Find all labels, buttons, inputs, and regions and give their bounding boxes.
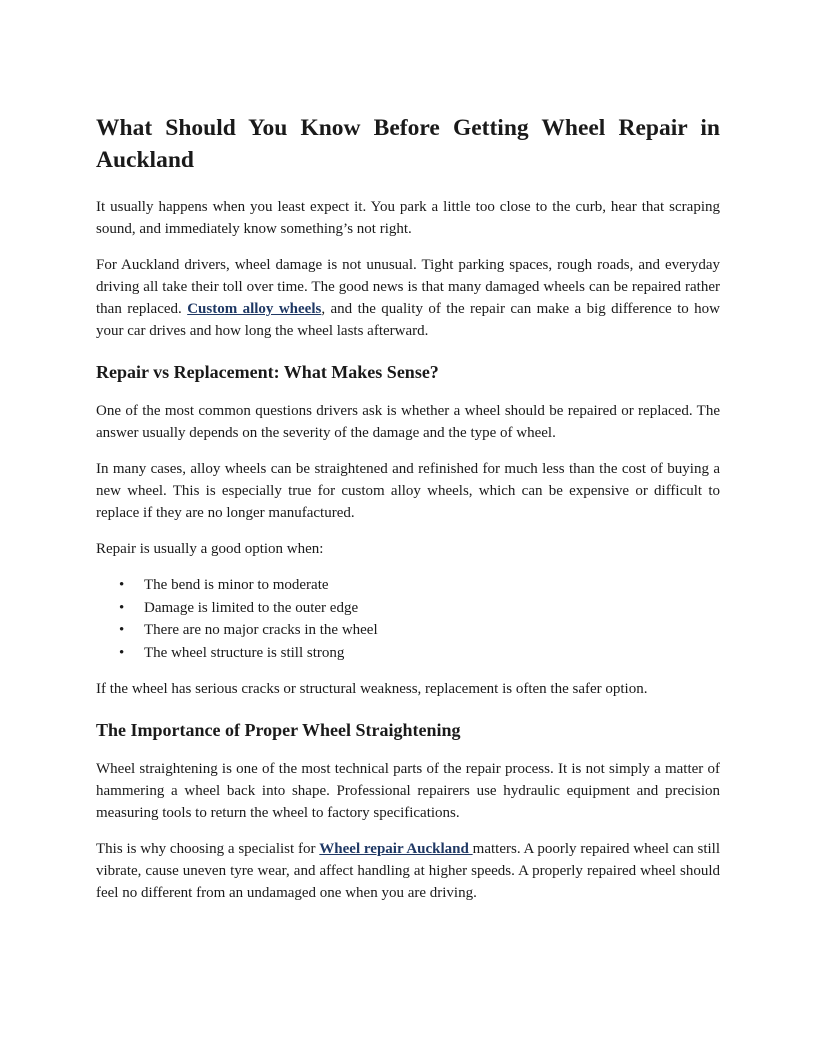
intro-paragraph-2-text-b: , and the quality of the repair can make a big difference to how your car drives and how long the wheel lasts afterward. <box>96 301 720 339</box>
list-item <box>96 642 720 665</box>
document-page <box>96 112 720 918</box>
section2-paragraph-2-text-b: matters. A poorly repaired wheel can still vibrate, cause uneven tyre wear, and affect handling at higher speeds. A properly repaired wheel should feel no different from an undamaged one when you are driving. <box>96 841 721 901</box>
list-item-text: The bend is minor to moderate <box>144 577 329 593</box>
section-heading-wheel-straightening: The Importance of Proper Wheel Straightening <box>96 720 461 740</box>
repair-conditions-list <box>96 574 720 664</box>
bullet-icon: • <box>119 622 125 638</box>
list-item <box>96 574 720 597</box>
intro-paragraph-2-text-a: For Auckland drivers, wheel damage is not unusual. Tight parking spaces, rough roads, and everyday driving all take their toll over time. The good news is that many damaged wheels can be repaired rather than replaced. <box>96 257 720 317</box>
list-item-text: Damage is limited to the outer edge <box>144 599 359 616</box>
section2-paragraph-1: Wheel straightening is one of the most technical parts of the repair process. It is not simply a matter of hammering a wheel back into shape. Professional repairers use hydraulic equipment and precision measuring tools to return the wheel to factory specifications. <box>96 761 720 821</box>
section1-paragraph-4: If the wheel has serious cracks or structural weakness, replacement is often the safer option. <box>96 681 648 697</box>
section2-paragraph-2-text-a: This is why choosing a specialist for <box>96 841 320 857</box>
intro-paragraph-1: It usually happens when you least expect it. You park a little too close to the curb, hear that scraping sound, and immediately know something’s not right. <box>96 199 720 237</box>
list-item-text: There are no major cracks in the wheel <box>144 622 378 638</box>
list-item <box>96 619 720 642</box>
section-heading-repair-vs-replacement: Repair vs Replacement: What Makes Sense? <box>96 362 439 382</box>
section1-paragraph-1: One of the most common questions drivers ask is whether a wheel should be repaired or replaced. The answer usually depends on the severity of the damage and the type of wheel. <box>96 403 720 441</box>
list-item <box>96 597 720 620</box>
list-item-text: The wheel structure is still strong <box>144 644 345 661</box>
article-title: What Should You Know Before Getting Wheel Repair in Auckland <box>96 115 720 173</box>
section1-paragraph-2: In many cases, alloy wheels can be straightened and refinished for much less than the cost of buying a new wheel. This is especially true for custom alloy wheels, which can be expensive or difficult to replace if they are no longer manufactured. <box>96 461 720 521</box>
wheel-repair-auckland-link[interactable]: Wheel repair Auckland <box>319 841 473 857</box>
section1-paragraph-3: Repair is usually a good option when: <box>96 541 324 557</box>
bullet-icon: • <box>119 577 125 593</box>
intro-paragraph-2 <box>96 254 720 342</box>
section2-paragraph-2 <box>96 838 720 904</box>
bullet-icon: • <box>119 599 125 616</box>
bullet-icon: • <box>119 644 125 661</box>
custom-alloy-wheels-link[interactable]: Custom alloy wheels <box>187 301 322 317</box>
